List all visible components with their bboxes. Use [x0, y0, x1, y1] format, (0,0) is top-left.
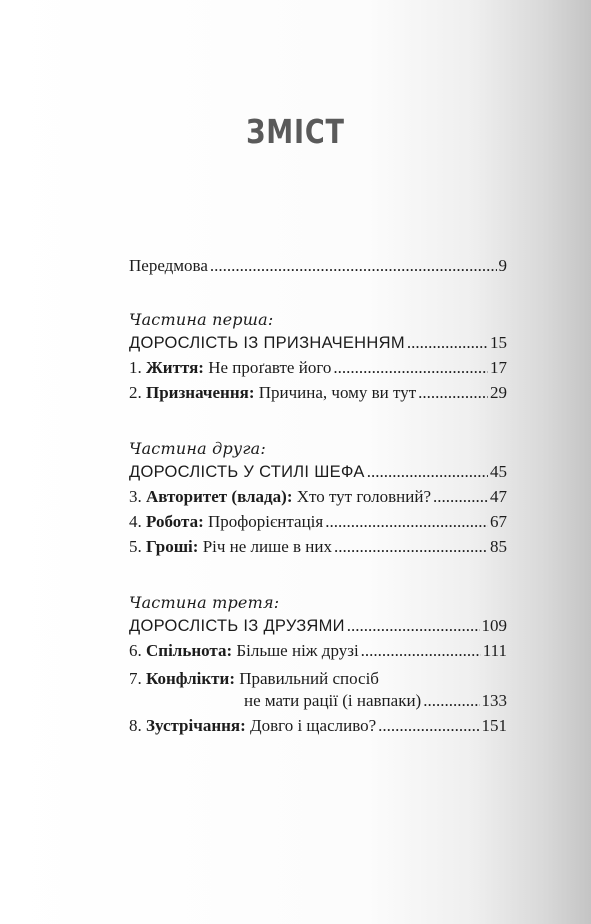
page-number: 9 [498, 256, 507, 275]
toc-entry-chapter-first-line[interactable] [129, 666, 507, 691]
dot-leader [334, 537, 488, 557]
chapter-keyword: Спільнота: [146, 641, 233, 660]
chapter-number: 7. [129, 669, 142, 688]
chapter-number: 8. [129, 716, 142, 735]
chapter-keyword: Авторитет (влада): [146, 487, 293, 506]
page-number: 85 [490, 537, 507, 556]
toc-entry-chapter[interactable] [129, 691, 507, 716]
dot-leader [378, 716, 479, 736]
page-number: 17 [490, 358, 507, 377]
chapter-title: Правильний спосіб [239, 669, 379, 688]
part-label: Частина третя: [129, 593, 280, 612]
toc-entry-chapter[interactable] [129, 512, 507, 537]
dot-leader [423, 691, 479, 711]
chapter-number: 6. [129, 641, 142, 660]
dot-leader [361, 641, 481, 661]
dot-leader [407, 333, 488, 353]
chapter-title: Не проґавте його [208, 358, 332, 377]
part-title: ДОРОСЛІСТЬ У СТИЛІ ШЕФА [129, 463, 365, 481]
dot-leader [347, 616, 480, 636]
toc-entry-part[interactable] [129, 333, 507, 358]
toc-entry-preface[interactable] [129, 256, 507, 281]
toc-entry-chapter[interactable] [129, 641, 507, 666]
chapter-title: Більше ніж друзі [236, 641, 359, 660]
chapter-title-continued: не мати рації (і навпаки) [244, 691, 422, 710]
chapter-keyword: Робота: [146, 512, 204, 531]
chapter-keyword: Конфлікти: [146, 669, 235, 688]
chapter-number: 1. [129, 358, 142, 377]
page-number: 67 [490, 512, 507, 531]
chapter-title: Довго і щасливо? [250, 716, 377, 735]
chapter-keyword: Гроші: [146, 537, 199, 556]
chapter-number: 4. [129, 512, 142, 531]
entry-label: Передмова [129, 256, 208, 275]
page-number: 109 [481, 616, 507, 635]
toc-entry-chapter[interactable] [129, 487, 507, 512]
dot-leader [333, 358, 488, 378]
chapter-number: 5. [129, 537, 142, 556]
toc-entry-part[interactable] [129, 616, 507, 641]
toc-entry-chapter[interactable] [129, 537, 507, 562]
chapter-title: Причина, чому ви тут [258, 383, 417, 402]
chapter-number: 3. [129, 487, 142, 506]
part-label: Частина друга: [129, 439, 266, 458]
part-title: ДОРОСЛІСТЬ ІЗ ДРУЗЯМИ [129, 617, 345, 635]
page-number: 29 [490, 383, 507, 402]
toc-entry-part[interactable] [129, 462, 507, 487]
chapter-keyword: Зустрічання: [146, 716, 246, 735]
dot-leader [325, 512, 488, 532]
toc-entry-chapter[interactable] [129, 358, 507, 383]
part-label: Частина перша: [129, 310, 274, 329]
chapter-number: 2. [129, 383, 142, 402]
chapter-keyword: Життя: [146, 358, 204, 377]
chapter-title: Річ не лише в них [202, 537, 332, 556]
dot-leader [367, 462, 488, 482]
table-of-contents [129, 256, 507, 741]
page-number: 151 [481, 716, 507, 735]
page-number: 15 [490, 333, 507, 352]
page-number: 133 [481, 691, 507, 710]
dot-leader [418, 383, 488, 403]
chapter-title: Хто тут головний? [296, 487, 432, 506]
toc-entry-chapter[interactable] [129, 383, 507, 408]
dot-leader [433, 487, 488, 507]
toc-entry-chapter[interactable] [129, 716, 507, 741]
dot-leader [210, 256, 497, 276]
part-title: ДОРОСЛІСТЬ ІЗ ПРИЗНАЧЕННЯМ [129, 334, 405, 352]
chapter-keyword: Призначення: [146, 383, 255, 402]
chapter-title: Профорієнтація [207, 512, 324, 531]
page-title: ЗМІСТ [246, 112, 345, 151]
page-number: 45 [490, 462, 507, 481]
page-number: 47 [490, 487, 507, 506]
page-number: 111 [482, 641, 507, 660]
